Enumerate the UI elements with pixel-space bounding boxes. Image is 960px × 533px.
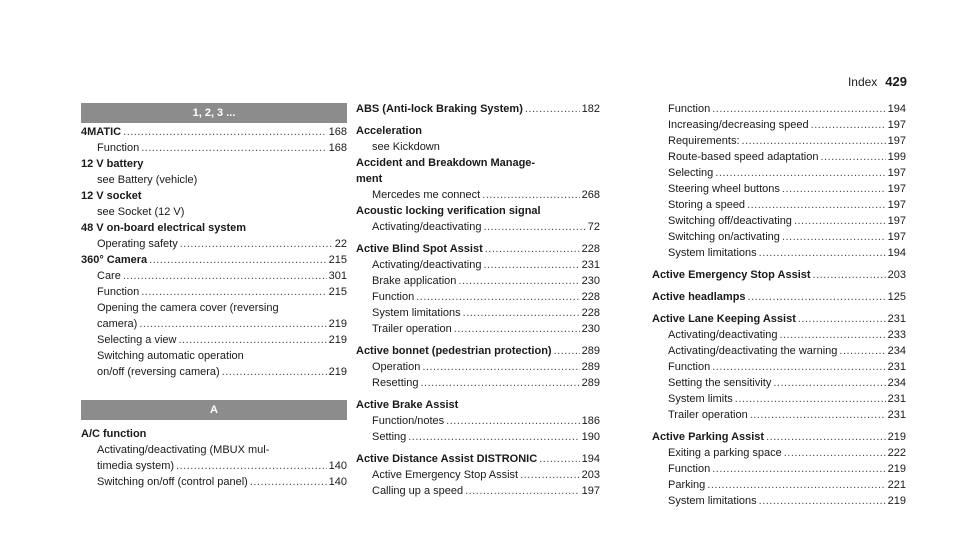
page-header <box>848 74 907 89</box>
index-entry[interactable]: Active Lane Keeping Assist ..... 231 <box>652 311 906 327</box>
index-entry[interactable]: Active Emergency Stop Assist ..... 203 <box>652 267 906 283</box>
index-entry: Acceleration <box>356 125 423 137</box>
index-column-2 <box>356 101 600 499</box>
header-label: Index <box>847 75 878 89</box>
index-subentry[interactable]: Setting ..... 190 <box>356 429 600 445</box>
index-entry: Active Brake Assist <box>356 399 459 411</box>
index-entry[interactable]: Active headlamps ..... 125 <box>652 289 906 305</box>
index-subentry[interactable]: Mercedes me connect ..... 268 <box>356 187 600 203</box>
index-entry: A/C function <box>81 428 147 440</box>
index-column-1 <box>81 103 347 490</box>
index-subentry[interactable]: System limitations ..... 228 <box>356 305 600 321</box>
index-subentry[interactable]: Route-based speed adaptation ..... 199 <box>652 149 906 165</box>
index-subentry[interactable]: Increasing/decreasing speed ..... 197 <box>652 117 906 133</box>
index-subentry-line: Switching automatic operation <box>97 350 244 362</box>
index-subentry[interactable]: Parking ..... 221 <box>652 477 906 493</box>
index-entry: Acoustic locking verification signal <box>356 205 541 217</box>
index-subentry[interactable]: Active Emergency Stop Assist ..... 203 <box>356 467 600 483</box>
index-subentry[interactable]: Exiting a parking space ..... 222 <box>652 445 906 461</box>
index-subentry[interactable]: Activating/deactivating ..... 231 <box>356 257 600 273</box>
index-entry[interactable]: Active Distance Assist DISTRONIC ..... 194 <box>356 451 600 467</box>
section-header-123: 1, 2, 3 ... <box>81 103 347 123</box>
index-subentry[interactable]: Function ..... 168 <box>81 140 347 156</box>
index-subentry[interactable]: System limitations ..... 219 <box>652 493 906 509</box>
index-subentry-line: Opening the camera cover (reversing <box>97 302 279 314</box>
index-subentry[interactable]: Function ..... 228 <box>356 289 600 305</box>
index-subentry[interactable]: Operation ..... 289 <box>356 359 600 375</box>
index-subentry[interactable]: System limitations ..... 194 <box>652 245 906 261</box>
index-subentry[interactable]: Resetting ..... 289 <box>356 375 600 391</box>
index-entry-line: ment <box>356 173 383 185</box>
index-column-3 <box>652 101 906 509</box>
index-subentry[interactable]: Activating/deactivating ..... 72 <box>356 219 600 235</box>
index-subentry[interactable]: on/off (reversing camera) ..... 219 <box>81 364 347 380</box>
index-entry[interactable]: ABS (Anti-lock Braking System) ..... 182 <box>356 101 600 117</box>
index-entry[interactable]: Active Parking Assist ..... 219 <box>652 429 906 445</box>
index-subentry[interactable]: Trailer operation ..... 230 <box>356 321 600 337</box>
index-subentry[interactable]: camera) ..... 219 <box>81 316 347 332</box>
index-subentry[interactable]: Switching on/off (control panel) ..... 140 <box>81 474 347 490</box>
index-subentry[interactable]: Setting the sensitivity ..... 234 <box>652 375 906 391</box>
index-subentry[interactable]: Steering wheel buttons ..... 197 <box>652 181 906 197</box>
index-subentry[interactable]: Selecting ..... 197 <box>652 165 906 181</box>
index-subentry[interactable]: Function/notes ..... 186 <box>356 413 600 429</box>
index-subentry[interactable]: Requirements: ..... 197 <box>652 133 906 149</box>
index-see-ref[interactable]: see Kickdown <box>372 141 440 153</box>
index-entry: 48 V on-board electrical system <box>81 222 247 234</box>
index-subentry[interactable]: Trailer operation ..... 231 <box>652 407 906 423</box>
index-subentry[interactable]: Activating/deactivating ..... 233 <box>652 327 906 343</box>
index-entry[interactable]: 360° Camera ..... 215 <box>81 252 347 268</box>
index-subentry[interactable]: Function ..... 231 <box>652 359 906 375</box>
index-entry: Accident and Breakdown Manage- <box>356 157 536 169</box>
index-subentry[interactable]: Switching off/deactivating ..... 197 <box>652 213 906 229</box>
index-subentry[interactable]: Function ..... 194 <box>652 101 906 117</box>
index-subentry[interactable]: Care ..... 301 <box>81 268 347 284</box>
index-entry: 12 V socket <box>81 190 142 202</box>
index-entry[interactable]: 4MATIC ..... 168 <box>81 124 347 140</box>
index-subentry[interactable]: Operating safety ..... 22 <box>81 236 347 252</box>
index-subentry[interactable]: Activating/deactivating the warning ..... 234 <box>652 343 906 359</box>
index-entry: 12 V battery <box>81 158 144 170</box>
index-see-ref[interactable]: see Battery (vehicle) <box>97 174 198 186</box>
index-subentry[interactable]: Storing a speed ..... 197 <box>652 197 906 213</box>
index-subentry[interactable]: timedia system) ..... 140 <box>81 458 347 474</box>
index-entry[interactable]: Active bonnet (pedestrian protection) ..... 289 <box>356 343 600 359</box>
section-header-a: A <box>81 400 347 420</box>
index-entry[interactable]: Active Blind Spot Assist ..... 228 <box>356 241 600 257</box>
index-subentry[interactable]: Selecting a view ..... 219 <box>81 332 347 348</box>
index-subentry[interactable]: Function ..... 215 <box>81 284 347 300</box>
index-subentry[interactable]: Calling up a speed ..... 197 <box>356 483 600 499</box>
index-subentry[interactable]: Switching on/activating ..... 197 <box>652 229 906 245</box>
index-subentry-line: Activating/deactivating (MBUX mul- <box>97 444 270 456</box>
index-see-ref[interactable]: see Socket (12 V) <box>97 206 185 218</box>
page-number: 429 <box>885 74 907 89</box>
index-subentry[interactable]: Brake application ..... 230 <box>356 273 600 289</box>
index-subentry[interactable]: Function ..... 219 <box>652 461 906 477</box>
index-subentry[interactable]: System limits ..... 231 <box>652 391 906 407</box>
